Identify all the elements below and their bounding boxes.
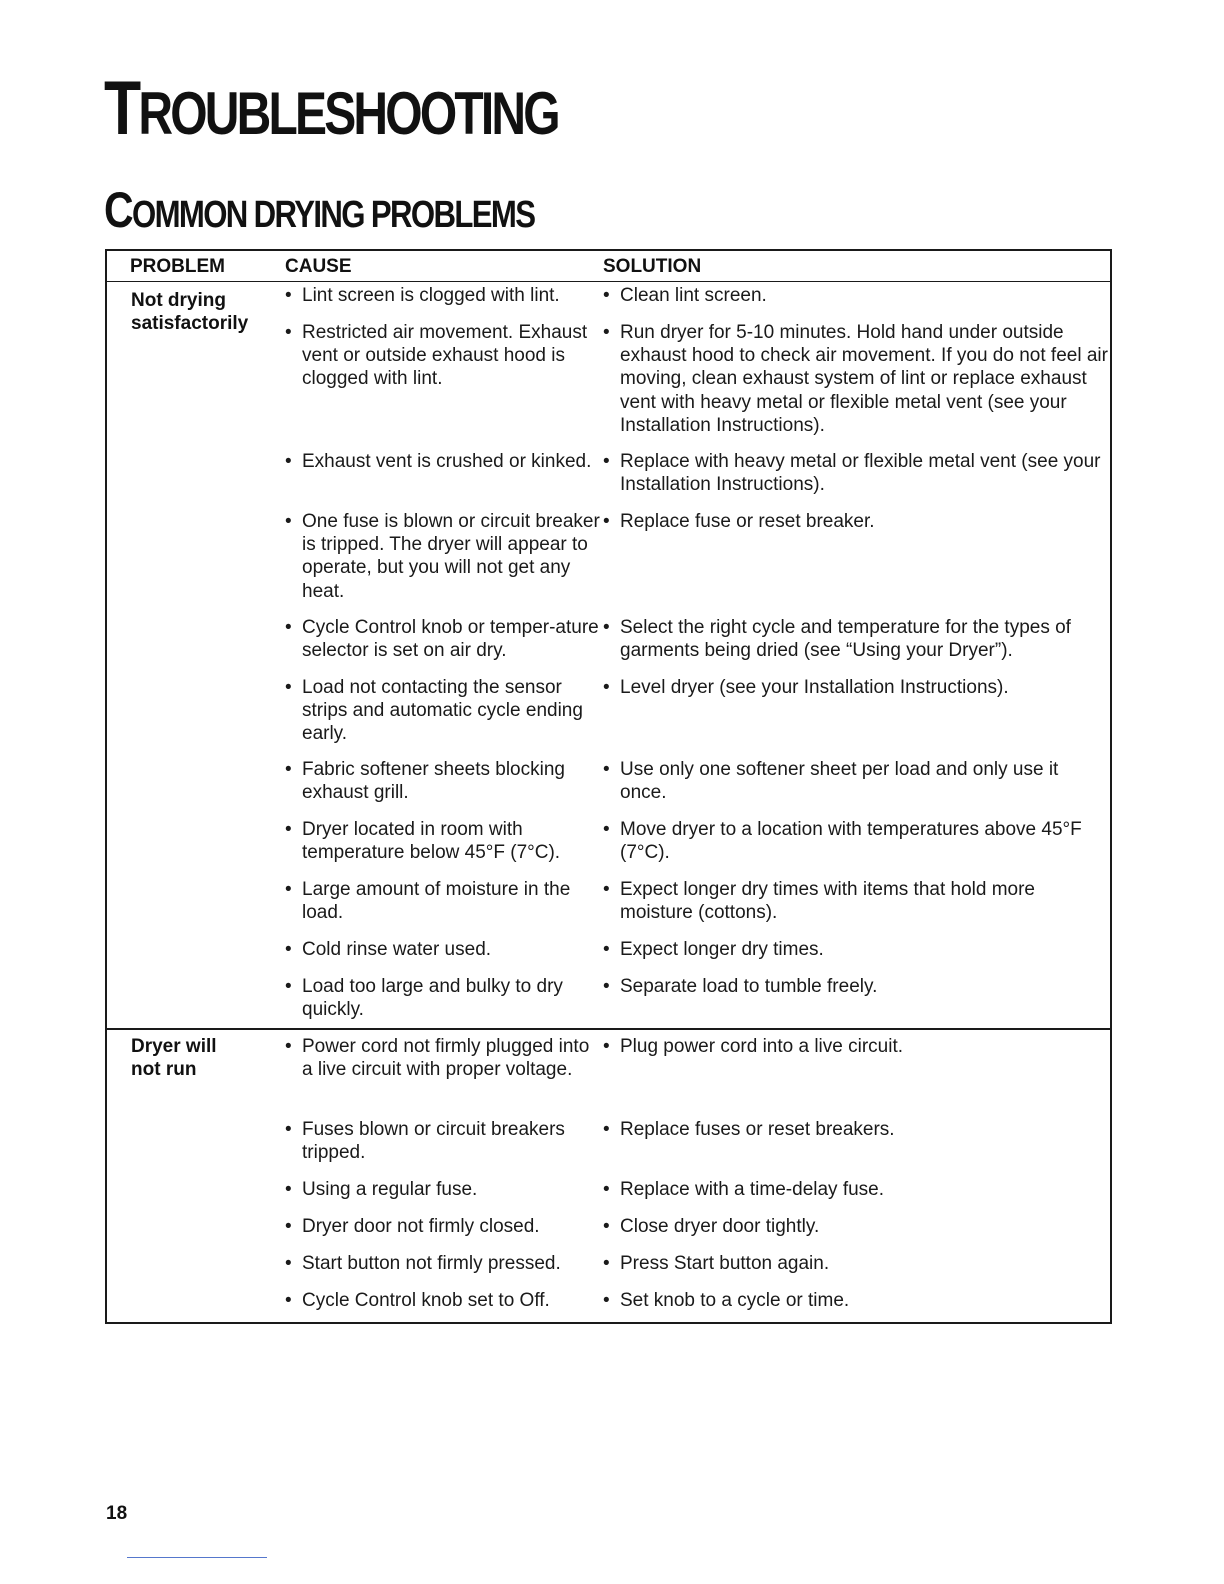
table-row — [107, 975, 1110, 1021]
table-row — [107, 1289, 1110, 1311]
footer-rule — [127, 1557, 267, 1558]
troubleshooting-table — [105, 249, 1112, 1324]
solution-cell: • Press Start button again. — [603, 1252, 1110, 1275]
table-row — [107, 818, 1110, 864]
cause-cell: • Power cord not firmly plugged into a live circuit with proper voltage. — [285, 1035, 602, 1081]
header-problem: PROBLEM — [130, 256, 225, 277]
table-row — [107, 878, 1110, 924]
solution-cell: • Replace with a time-delay fuse. — [603, 1178, 1110, 1201]
section-title — [104, 182, 535, 239]
cause-cell: • Cold rinse water used. — [285, 938, 602, 961]
cause-cell: • Cycle Control knob set to Off. — [285, 1289, 602, 1312]
solution-cell: • Select the right cycle and temperature for the types of garments being dried (see “Using your Dryer”). — [603, 616, 1110, 662]
table-row — [107, 1252, 1110, 1274]
table-row — [107, 510, 1110, 602]
solution-cell: • Move dryer to a location with temperatures above 45°F (7°C). — [603, 818, 1110, 864]
cause-cell: • Dryer located in room with temperature below 45°F (7°C). — [285, 818, 602, 864]
solution-cell: • Level dryer (see your Installation Instructions). — [603, 676, 1110, 699]
cause-cell: • Load too large and bulky to dry quickly. — [285, 975, 602, 1021]
solution-cell: • Set knob to a cycle or time. — [603, 1289, 1110, 1312]
cause-cell: • Fabric softener sheets blocking exhaust grill. — [285, 758, 602, 804]
page-title — [104, 66, 558, 151]
solution-cell: • Replace fuse or reset breaker. — [603, 510, 1110, 533]
cause-cell: • Restricted air movement. Exhaust vent or outside exhaust hood is clogged with lint. — [285, 321, 602, 391]
solution-cell: • Expect longer dry times. — [603, 938, 1110, 961]
header-cause: CAUSE — [285, 256, 352, 277]
table-row — [107, 1215, 1110, 1237]
subtitle-rest: OMMON DRYING PROBLEMS — [131, 194, 535, 236]
problem-label: Dryer will not run — [131, 1036, 217, 1080]
solution-cell: • Use only one softener sheet per load and only use it once. — [603, 758, 1110, 804]
table-row — [107, 758, 1110, 804]
subtitle-initial: C — [104, 182, 132, 238]
section-dryer-will-not-run — [107, 1030, 1110, 1322]
title-rest: ROUBLESHOOTING — [138, 80, 558, 147]
solution-cell: • Expect longer dry times with items that hold more moisture (cottons). — [603, 878, 1110, 924]
solution-cell: • Separate load to tumble freely. — [603, 975, 1110, 998]
solution-cell: • Run dryer for 5-10 minutes. Hold hand under outside exhaust hood to check air movement. If you do not feel air moving, clean exhaust system of lint or replace exhaust vent with heavy metal or flexible metal vent (see your Installation Instructions). — [603, 321, 1110, 437]
solution-cell: • Replace with heavy metal or flexible metal vent (see your Installation Instructions). — [603, 450, 1110, 496]
table-header — [107, 251, 1110, 282]
header-solution: SOLUTION — [603, 256, 702, 277]
cause-cell: • Using a regular fuse. — [285, 1178, 602, 1201]
cause-cell: • Load not contacting the sensor strips and automatic cycle ending early. — [285, 676, 602, 746]
cause-cell: • Exhaust vent is crushed or kinked. — [285, 450, 602, 473]
table-row — [107, 938, 1110, 960]
page-number: 18 — [106, 1503, 128, 1524]
table-row — [107, 321, 1110, 436]
table-row — [107, 616, 1110, 662]
cause-cell: • Lint screen is clogged with lint. — [285, 284, 602, 307]
section-not-drying — [107, 282, 1110, 1030]
table-row — [107, 1178, 1110, 1200]
cause-cell: • Cycle Control knob or temper-ature selector is set on air dry. — [285, 616, 602, 662]
cause-cell: • Start button not firmly pressed. — [285, 1252, 602, 1275]
cause-cell: • Fuses blown or circuit breakers tripped. — [285, 1118, 602, 1164]
table-row — [107, 676, 1110, 745]
table-row — [107, 1118, 1110, 1164]
title-initial: T — [104, 66, 139, 151]
problem-label: Not drying satisfactorily — [131, 290, 249, 334]
solution-cell: • Replace fuses or reset breakers. — [603, 1118, 1110, 1141]
solution-cell: • Plug power cord into a live circuit. — [603, 1035, 1110, 1058]
solution-cell: • Close dryer door tightly. — [603, 1215, 1110, 1238]
table-row — [107, 284, 1110, 306]
cause-cell: • One fuse is blown or circuit breaker is tripped. The dryer will appear to operate, but you will not get any heat. — [285, 510, 602, 603]
cause-cell: • Dryer door not firmly closed. — [285, 1215, 602, 1238]
solution-cell: • Clean lint screen. — [603, 284, 1110, 307]
cause-cell: • Large amount of moisture in the load. — [285, 878, 602, 924]
table-row — [107, 450, 1110, 496]
